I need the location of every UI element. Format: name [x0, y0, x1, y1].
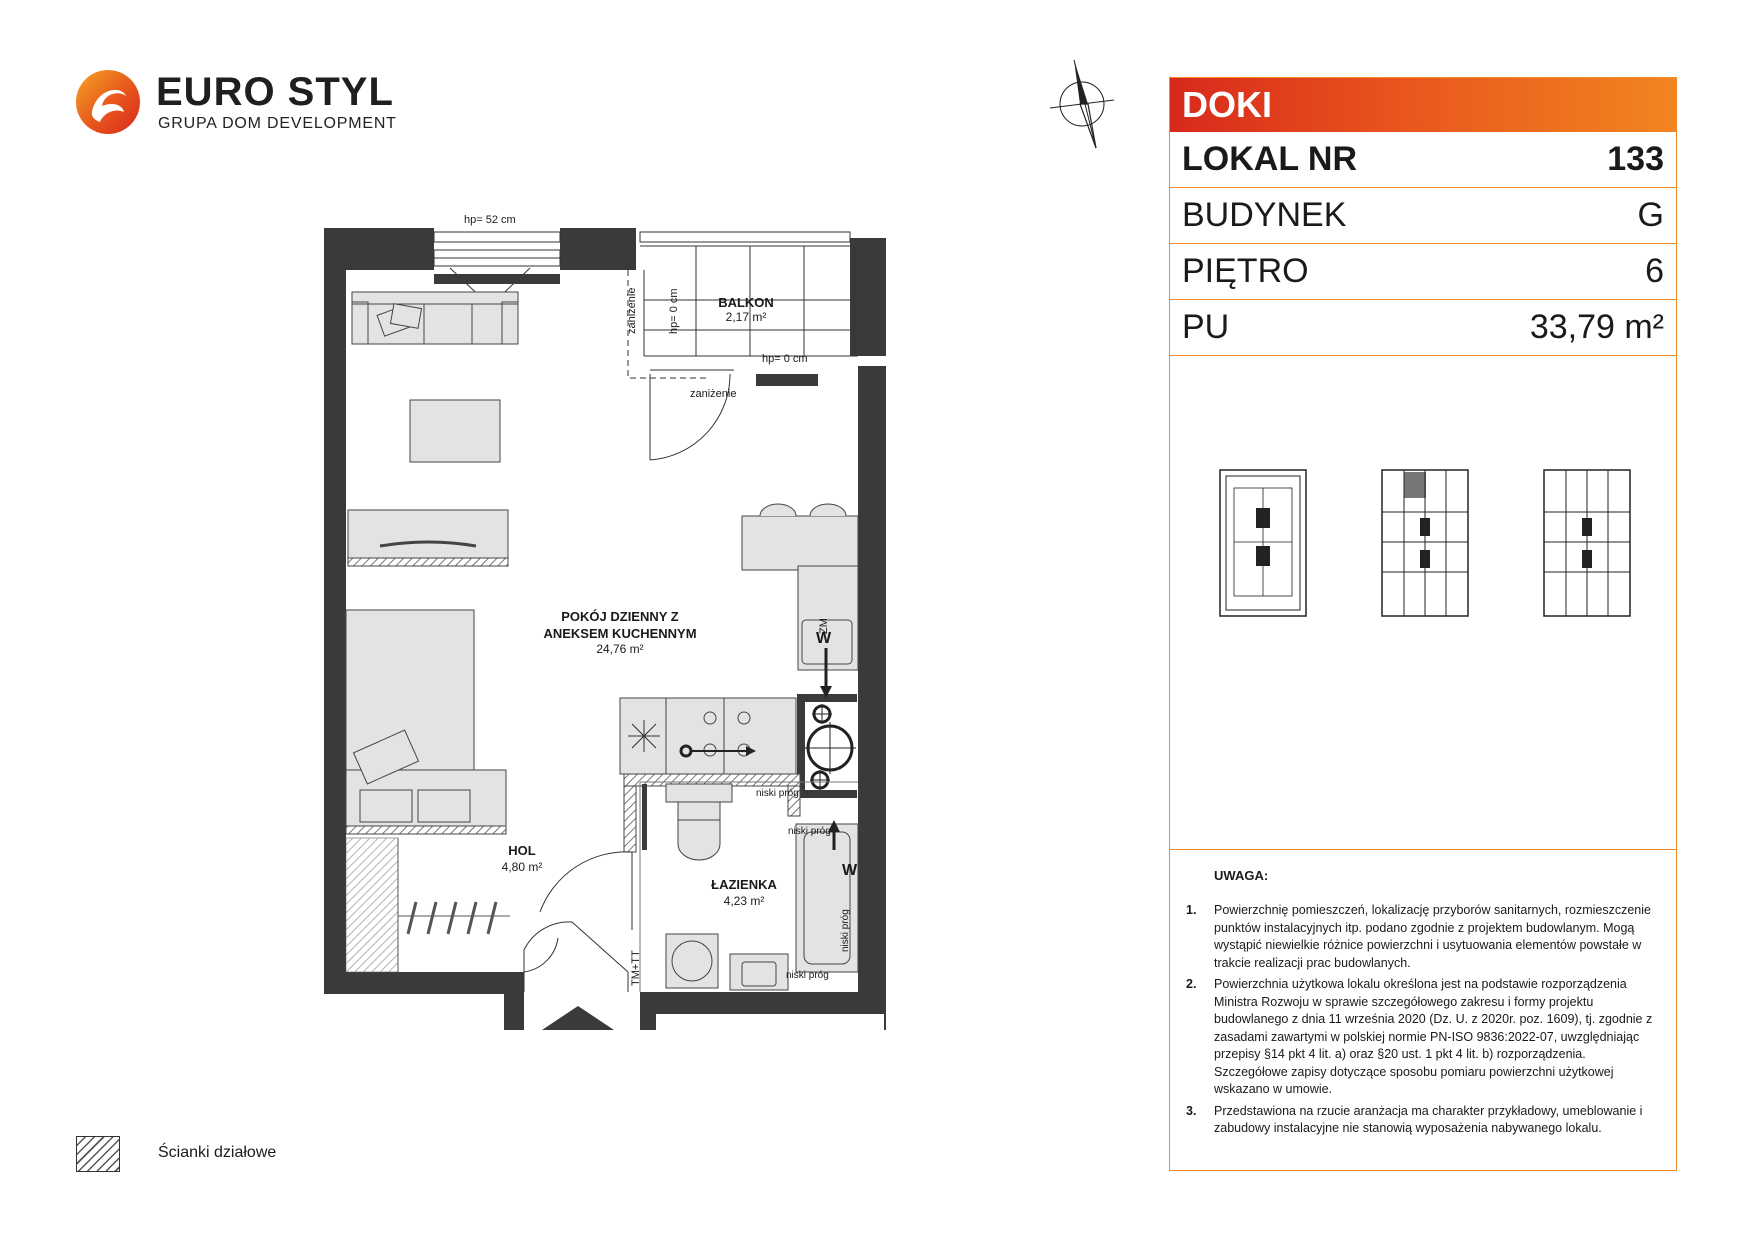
- w-label-2: W: [842, 862, 858, 879]
- info-row-budynek: [1170, 188, 1676, 244]
- info-value-pietro: 6: [1645, 252, 1664, 290]
- tm-tt-label: TM+TT: [630, 950, 642, 986]
- floor-plan: [310, 210, 910, 1030]
- eurostyl-logo-mark-icon: [74, 68, 142, 136]
- info-row-pietro: [1170, 244, 1676, 300]
- brand-tagline: GRUPA DOM DEVELOPMENT: [158, 115, 397, 132]
- info-value-lokal: 133: [1607, 140, 1664, 178]
- niski-prog-label-1: niski próg: [756, 788, 799, 799]
- hp-window-label: hp= 52 cm: [464, 214, 516, 226]
- niski-prog-label-3: niski próg: [840, 909, 851, 952]
- eurostyl-logo: [74, 68, 397, 144]
- note-item: [1186, 902, 1656, 972]
- room-name-pokoj: POKÓJ DZIENNY Z ANEKSEM KUCHENNYM: [543, 609, 697, 641]
- info-label-budynek: BUDYNEK: [1182, 196, 1347, 234]
- hp-balcony-door-label: hp= 0 cm: [762, 353, 808, 365]
- notes-section: [1170, 849, 1676, 1170]
- zanizenie-label-2: zaniżenie: [690, 388, 737, 400]
- info-row-lokal: [1170, 132, 1676, 188]
- note-number: 2.: [1186, 977, 1197, 991]
- room-area-balkon: 2,17 m²: [725, 310, 767, 324]
- key-plans: [1170, 468, 1676, 628]
- zm-label: ZM: [818, 618, 830, 634]
- info-row-pu: [1170, 300, 1676, 356]
- note-item: [1186, 1103, 1656, 1138]
- apartment-info-panel: [1169, 77, 1677, 1171]
- investment-name: DOKI: [1170, 78, 1676, 132]
- north-arrow-icon: [1046, 58, 1118, 150]
- note-item: [1186, 976, 1656, 1099]
- room-name-lazienka: ŁAZIENKA: [711, 877, 777, 892]
- hatch-swatch-icon: [76, 1136, 120, 1172]
- room-area-hol: 4,80 m²: [501, 860, 543, 874]
- info-value-pu: 33,79 m²: [1529, 308, 1664, 346]
- room-area-pokoj: 24,76 m²: [596, 642, 644, 656]
- note-text: Powierzchnia użytkowa lokalu określona jest na podstawie rozporządzenia Ministra Rozwoju w sprawie szczegółowego zakresu i formy projektu budowlanego z dnia 11 września 2020 (Dz. U. z 2020r. poz. 1609), tj. zgodnie z zasadami zawartymi w polskiej normie PN-ISO 9836:2022-07, uwzględniając przepisy §14 pkt 4 lit. a) oraz §20 ust. 1 pkt 4 lit. b) rozporządzenia. Szczegółowe zapisy dotyczące sposobu pomiaru powierzchni użytkowej wskazano w umowie.: [1214, 977, 1653, 1096]
- room-name-hol: HOL: [508, 843, 536, 858]
- key-plan-site-icon: [1218, 468, 1308, 618]
- w-label-1: W: [816, 630, 832, 647]
- zanizenie-label-1: zaniżenie: [626, 287, 638, 334]
- niski-prog-label-2: niski próg: [788, 826, 831, 837]
- room-name-balkon: BALKON: [718, 295, 774, 310]
- key-plan-floor-icon: [1542, 468, 1632, 618]
- room-area-lazienka: 4,23 m²: [723, 894, 765, 908]
- key-plan-floor-highlight-icon: [1380, 468, 1470, 618]
- legend: [76, 1136, 336, 1176]
- notes-title: UWAGA:: [1214, 868, 1269, 883]
- info-label-pietro: PIĘTRO: [1182, 252, 1309, 290]
- brand-name: EURO STYL: [156, 70, 394, 114]
- note-number: 1.: [1186, 903, 1197, 917]
- notes-list: [1186, 902, 1656, 1142]
- legend-label: Ścianki działowe: [158, 1144, 277, 1161]
- note-number: 3.: [1186, 1103, 1197, 1118]
- note-text: Powierzchnię pomieszczeń, lokalizację przyborów sanitarnych, rozmieszczenie punktów instalacyjnych itp. podano zgodnie z projektem budowlanym. Mogą wystąpić niewielkie różnice powierzchni i usytuowania elementów powstałe w trakcie realizacji prac budowlanych.: [1214, 903, 1651, 970]
- compass: [1046, 58, 1118, 150]
- hp-balcony-side-label: hp= 0 cm: [668, 288, 680, 334]
- info-value-budynek: G: [1637, 196, 1664, 234]
- info-label-lokal: LOKAL NR: [1182, 140, 1358, 178]
- niski-prog-label-4: niski próg: [786, 970, 829, 981]
- note-text: Przedstawiona na rzucie aranżacja ma charakter przykładowy, umeblowanie i zabudowy instalacyjne nie stanowią wyposażenia nabywanego lokalu.: [1214, 1103, 1643, 1135]
- info-label-pu: PU: [1182, 308, 1230, 346]
